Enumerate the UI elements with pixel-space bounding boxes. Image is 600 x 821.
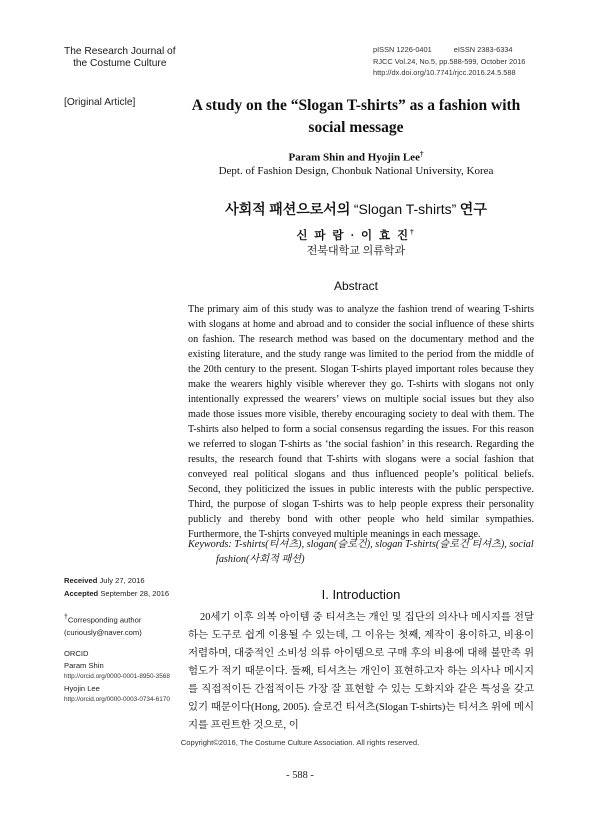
korean-title-post: 연구 <box>456 203 487 218</box>
korean-title-latin: “Slogan T-shirts” <box>353 201 457 217</box>
authors <box>188 150 524 164</box>
accepted-date: September 28, 2016 <box>100 589 170 598</box>
orcid-author1: Param Shin <box>64 660 104 670</box>
corr-mark: † <box>64 614 68 621</box>
intro-text: 20세기 이후 의복 아이템 중 티셔츠는 개인 및 집단의 의사나 메시지를 전달하는 도구로 쉽게 이용될 수 있는데, 그 이유는 첫째, 제작이 용이하고, 비용이 저렴하며, 대중적인 소비성 의류 아이템으로 구매 후의 비용에 대해 불만족 위험도가 적기 때문이다. 둘째, 티셔츠는 개인이 표현하고자 하는 의사나 메시지를 직접적이든 간접적이든 가장 잘 표현할 수 있는 도화지와 같은 특성을 갖고 있기 때문이다(Hong, 2005). 슬로건 티셔츠(Slogan T-shirts)는 티셔츠 위에 메시지를 프린트한 것으로, 이 <box>188 612 534 731</box>
keywords <box>188 538 534 567</box>
korean-affiliation: 전북대학교 의류학과 <box>306 245 406 257</box>
issn-block <box>373 44 525 79</box>
received-label: Received <box>64 576 98 585</box>
title-line1: A study on the “Slogan T-shirts” as a fashion with <box>191 97 521 114</box>
keywords-line1: Keywords: T-shirts(티셔츠), slogan(슬로건), slogan T-shirts(슬로건 티셔츠), social <box>188 539 534 550</box>
korean-title <box>188 199 524 219</box>
copyright: Copyright©2016, The Costume Culture Association. All rights reserved. <box>180 738 420 747</box>
intro-heading: I. Introduction <box>321 587 401 602</box>
orcid-label: ORCID <box>64 649 89 658</box>
journal-name <box>64 46 176 70</box>
corresponding-author <box>64 612 142 639</box>
pissn: pISSN 1226-0401 <box>373 45 432 54</box>
corr-email[interactable]: (curiously@naver.com) <box>64 627 142 637</box>
article-type: [Original Article] <box>64 97 136 108</box>
orcid-block <box>64 648 170 706</box>
journal-name-line1: The Research Journal of <box>64 46 176 57</box>
corresponding-mark: † <box>419 150 424 158</box>
accepted-label: Accepted <box>64 589 99 598</box>
page-number: - 588 - <box>286 770 314 781</box>
eissn: eISSN 2383-6334 <box>453 45 513 54</box>
orcid-author1-url[interactable]: http://orcid.org/0000-0001-8950-3568 <box>64 673 170 680</box>
korean-author-names: 신 파 람 · 이 효 진 <box>296 230 411 242</box>
keywords-line2: fashion(사회적 패션) <box>216 553 305 565</box>
corr-label: Corresponding author <box>67 615 142 625</box>
doi-link[interactable]: http://dx.doi.org/10.7741/rjcc.2016.24.5.588 <box>373 68 516 77</box>
title-line2: social message <box>308 119 404 136</box>
korean-title-pre: 사회적 패션으로서의 <box>225 203 354 218</box>
korean-authors <box>188 227 524 243</box>
orcid-author2: Hyojin Lee <box>64 683 100 693</box>
affiliation: Dept. of Fashion Design, Chonbuk National University, Korea <box>218 165 494 177</box>
journal-name-line2: the Costume Culture <box>73 58 167 69</box>
citation: RJCC Vol.24, No.5, pp.588-599, October 2016 <box>373 56 526 66</box>
abstract-body: The primary aim of this study was to analyze the fashion trend of wearing T-shirts with slogans at home and abroad and to consider the social influence of these shirts on fashion. The research method was based on the documentary method and the existing literature, and the study range was limited to the period from the middle of the 20th century to the present. Slogan T-shirts played important roles because they make the wearers highly visible wherever they go. T-shirts with slogans not only intentionally expressed the wearers’ views on multiple social issues but they also made those issues more visible, thereby encouraging society to deal with them. The T-shirts also helped to form a social consensus regarding the issues. For this reason we referred to slogan T-shirts as ‘the social fashion’ in this research. Regarding the results, the research found that T-shirts with slogans were a social fashion that conveyed real political slogans and thus influenced people’s political beliefs. Second, they politicized the issues in public interests with the public perspective. Third, the purpose of slogan T-shirts was to help people express their personality publicly and thereby bond with other people who held similar sympathies. Furthermore, the T-shirts conveyed multiple meanings in each message. <box>188 304 534 540</box>
received-date: July 27, 2016 <box>99 576 145 585</box>
korean-corresponding-mark: † <box>410 228 416 237</box>
orcid-author2-url[interactable]: http://orcid.org/0000-0003-0734-6170 <box>64 696 170 703</box>
intro-body <box>188 609 534 735</box>
abstract-heading: Abstract <box>333 279 378 293</box>
received-dates <box>64 574 169 600</box>
article-title <box>188 95 524 139</box>
author-names: Param Shin and Hyojin Lee <box>288 151 420 164</box>
